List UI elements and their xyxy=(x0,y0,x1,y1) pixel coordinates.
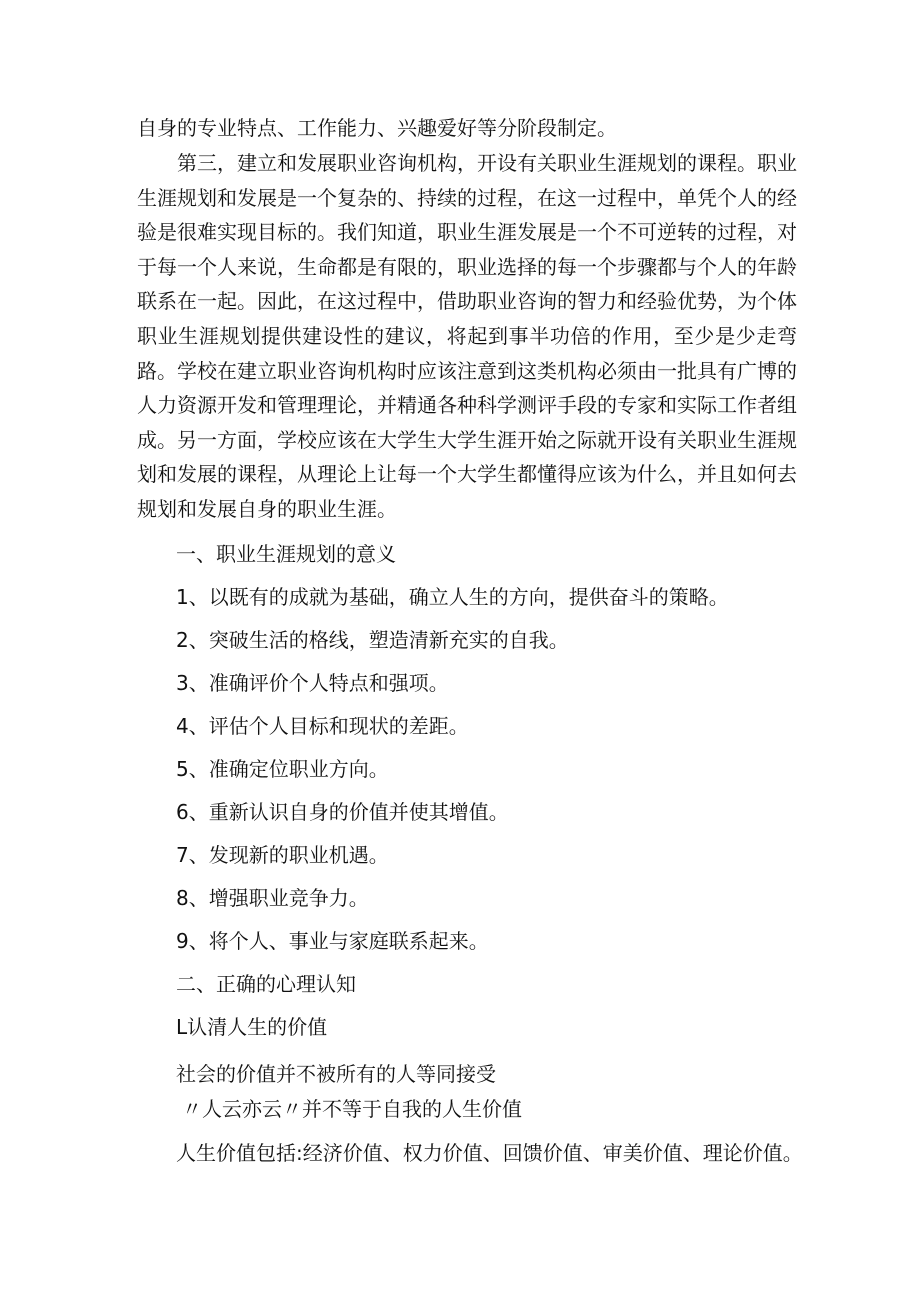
list-item: 4、评估个人目标和现状的差距。 xyxy=(176,714,469,738)
section-heading-significance: 一、职业生涯规划的意义 xyxy=(176,542,396,566)
section-heading-psychology: 二、正确的心理认知 xyxy=(176,972,356,996)
list-item: 2、突破生活的格线，塑造清新充实的自我。 xyxy=(176,628,569,652)
list-item: 7、发现新的职业机遇。 xyxy=(176,843,389,867)
paragraph-continuation: 自身的专业特点、工作能力、兴趣爱好等分阶段制定。 xyxy=(137,116,617,140)
paragraph-third-point: 第三，建立和发展职业咨询机构，开设有关职业生涯规划的课程。职业生涯规划和发展是一个复杂的、持续的过程，在这一过程中，单凭个人的经验是很难实现目标的。我们知道，职业生涯发展是一个不可逆转的过程，对于每一个人来说，生命都是有限的，职业选择的每一个步骤都与个人的年龄联系在一起。因此，在这过程中，借助职业咨询的智力和经验优势，为个体职业生涯规划提供建设性的建议，将起到事半功倍的作用，至少是少走弯路。学校在建立职业咨询机构时应该注意到这类机构必须由一批具有广博的人力资源开发和管理理论，并精通各种科学测评手段的专家和实际工作者组成。另一方面，学校应该在大学生大学生涯开始之际就开设有关职业生涯规划和发展的课程，从理论上让每一个大学生都懂得应该为什么，并且如何去规划和发展自身的职业生涯。 xyxy=(137,151,797,521)
list-item: 3、准确评价个人特点和强项。 xyxy=(176,671,449,695)
list-item: 1、以既有的成就为基础，确立人生的方向，提供奋斗的策略。 xyxy=(176,585,729,609)
list-item: 8、增强职业竞争力。 xyxy=(176,886,369,910)
text-line: 社会的价值并不被所有的人等同接受 xyxy=(176,1062,496,1086)
list-item: 9、将个人、事业与家庭联系起来。 xyxy=(176,929,489,953)
text-line: 人生价值包括:经济价值、权力价值、回馈价值、审美价值、理论价值。 xyxy=(176,1141,803,1165)
text-line: 〃人云亦云〃并不等于自我的人生价值 xyxy=(182,1097,522,1121)
sub-heading-life-value: L认清人生的价值 xyxy=(176,1015,328,1039)
list-item: 5、准确定位职业方向。 xyxy=(176,757,389,781)
list-item: 6、重新认识自身的价值并使其增值。 xyxy=(176,800,509,824)
